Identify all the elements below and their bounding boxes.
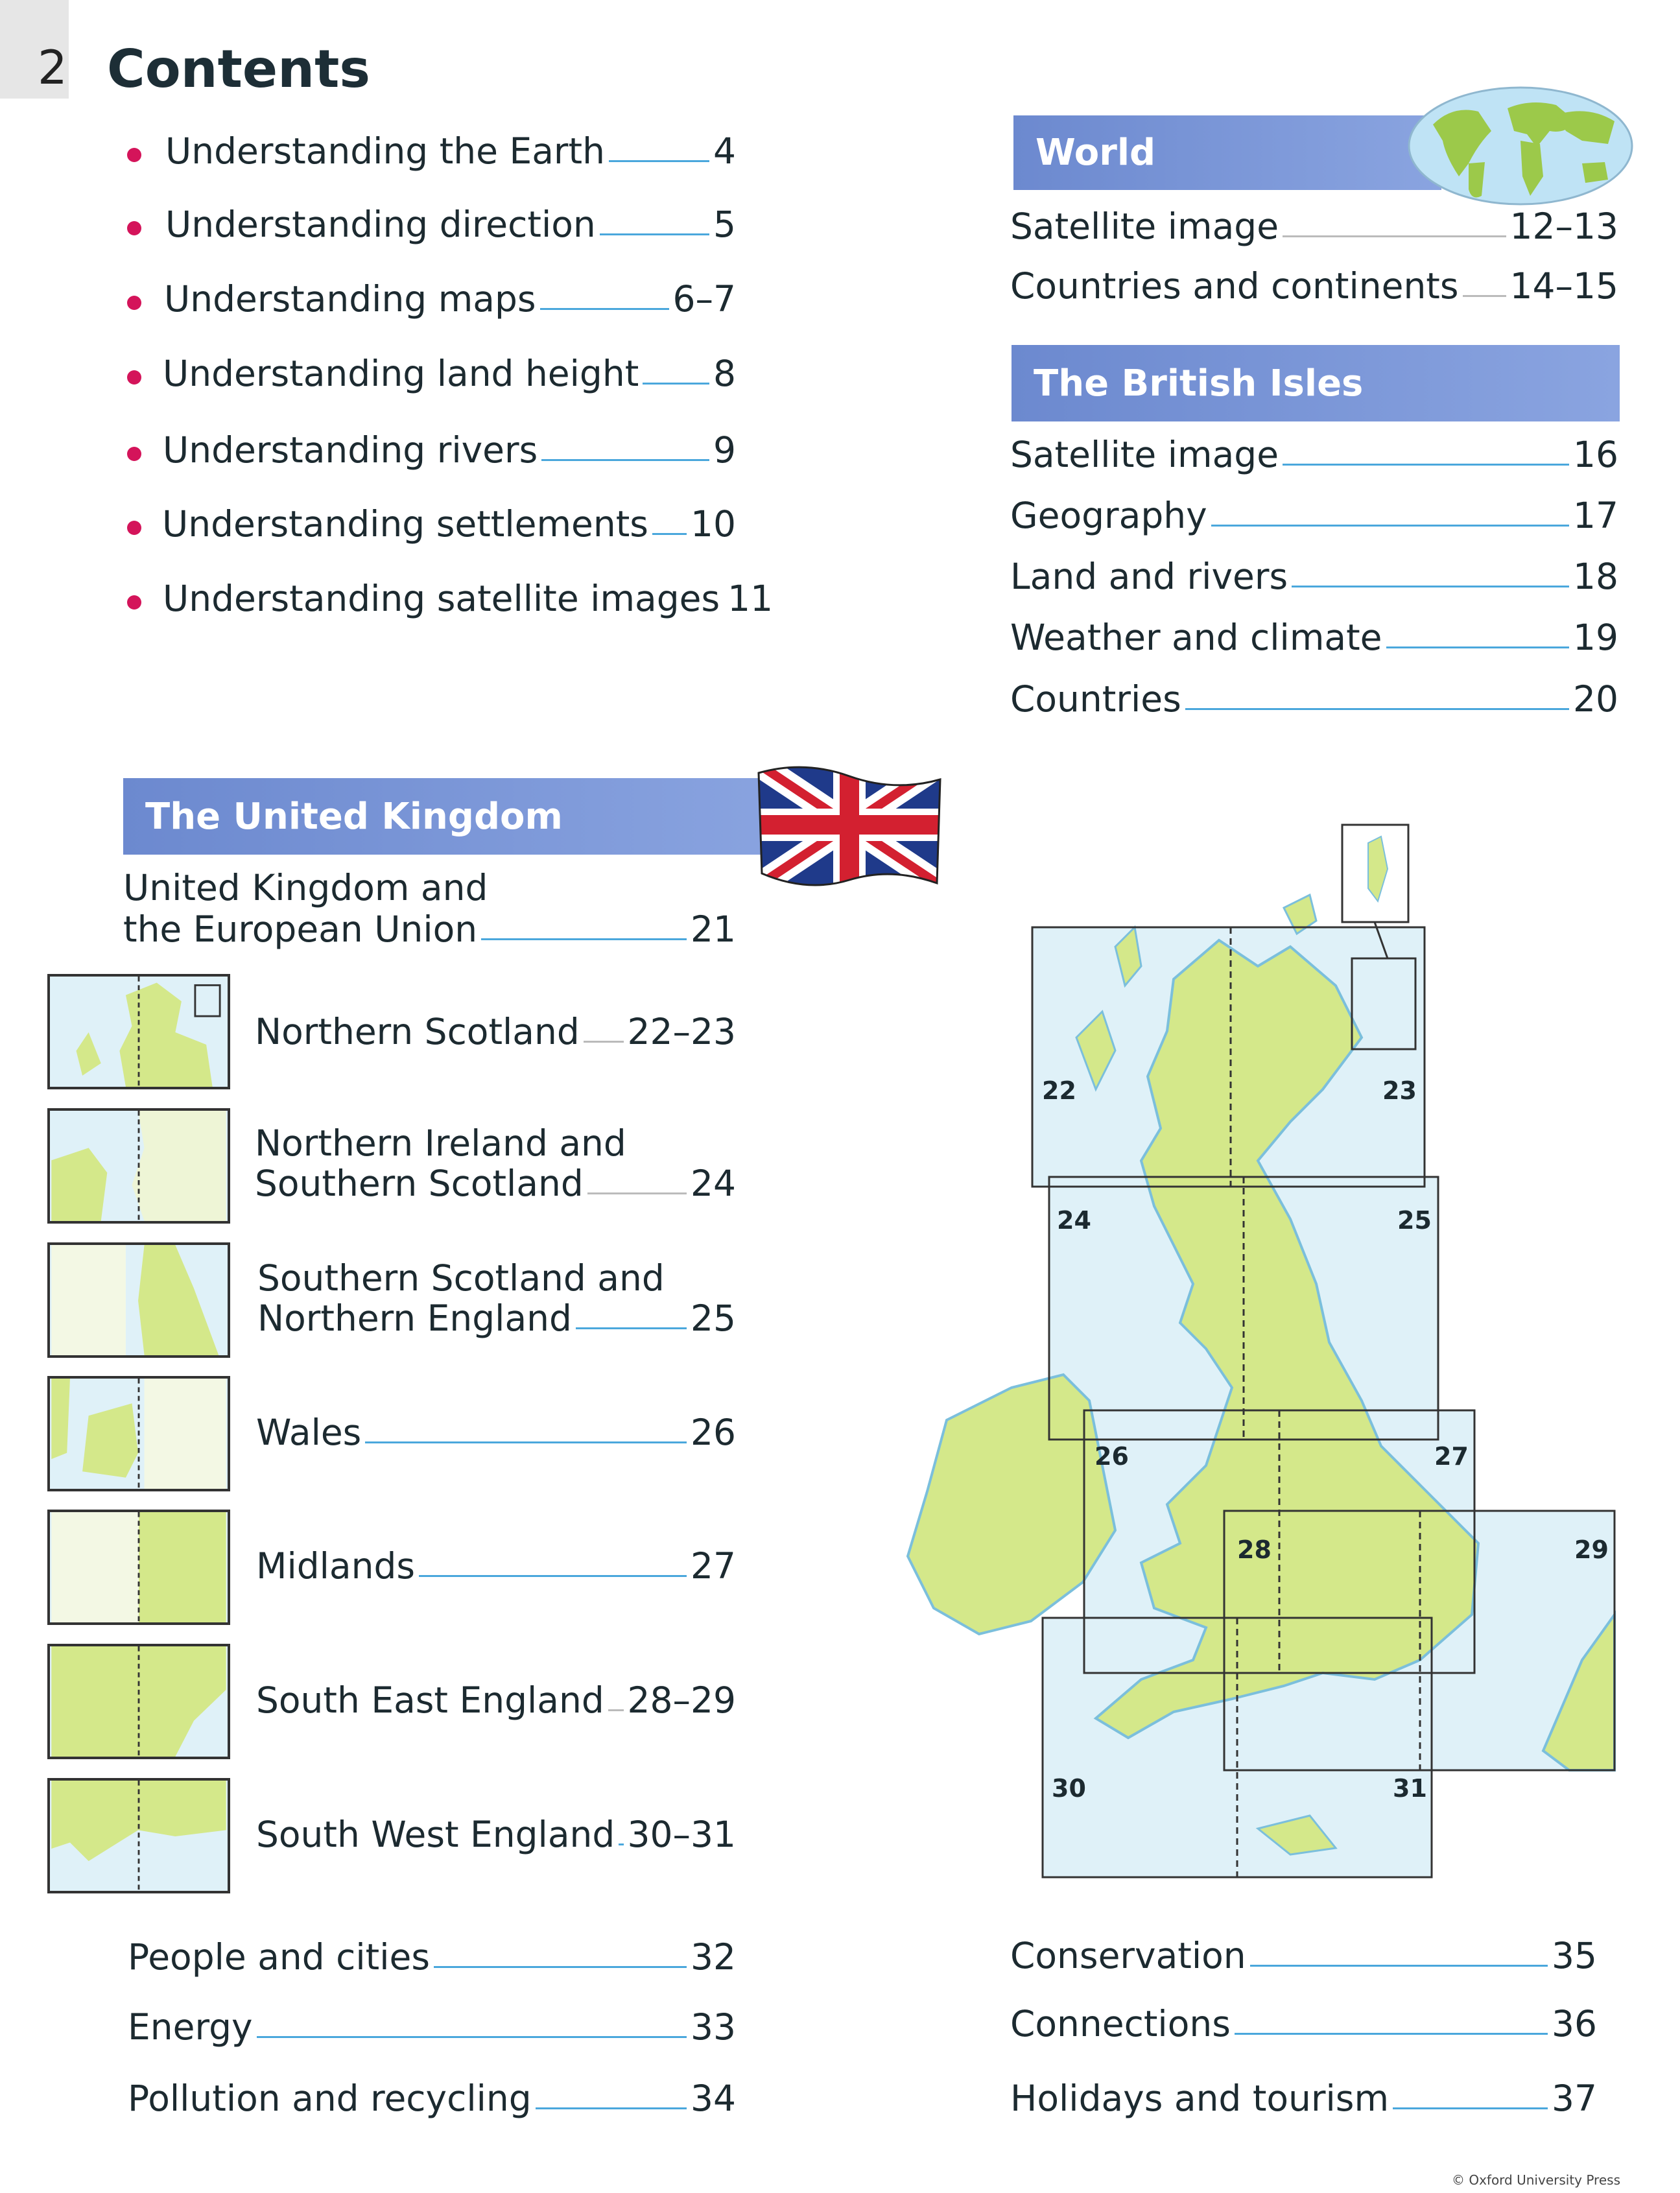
map-page-label: 24 [1057,1206,1091,1235]
toc-entry[interactable]: Weather and climate 19 [1010,617,1618,658]
bullet-icon [127,148,141,162]
bullet-icon [127,221,141,235]
south-west-england-thumbnail[interactable] [47,1778,230,1893]
region-line1: Northern Ireland and [255,1122,626,1164]
toc-entry[interactable]: Understanding direction 5 [165,204,736,245]
toc-entry[interactable]: Satellite image 12–13 [1010,206,1618,247]
toc-entry[interactable]: Conservation 35 [1010,1935,1597,1976]
toc-entry[interactable]: the European Union 21 [123,908,736,950]
toc-entry[interactable]: Understanding satellite images 11 [163,578,774,619]
northern-ireland-thumbnail[interactable] [47,1108,230,1224]
southern-scotland-thumbnail[interactable] [47,1242,230,1358]
map-page-label: 26 [1094,1442,1129,1471]
bullet-icon [127,296,141,310]
map-page-label: 31 [1393,1774,1427,1803]
toc-entry[interactable]: Countries and continents 14–15 [1010,265,1618,307]
toc-entry[interactable]: Geography 17 [1010,495,1618,536]
toc-entry[interactable]: Countries 20 [1010,678,1618,720]
toc-entry[interactable]: Pollution and recycling 34 [128,2078,736,2119]
toc-entry[interactable]: South East England 28–29 [256,1679,736,1721]
toc-entry[interactable]: Holidays and tourism 37 [1010,2078,1597,2119]
map-page-label: 28 [1237,1535,1272,1564]
bullet-icon [127,370,141,385]
world-banner: World [1013,115,1441,190]
toc-entry[interactable]: Southern Scotland 24 [255,1163,736,1204]
united-kingdom-banner: The United Kingdom [123,778,798,855]
map-page-label: 22 [1042,1076,1076,1105]
toc-entry[interactable]: Land and rivers 18 [1010,556,1618,597]
map-page-label: 27 [1434,1442,1469,1471]
page-number: 2 [38,40,67,95]
uk-intro-line1: United Kingdom and [123,867,488,908]
map-page-label: 23 [1382,1076,1417,1105]
wales-thumbnail[interactable] [47,1376,230,1491]
toc-entry[interactable]: Satellite image 16 [1010,434,1618,475]
bullet-icon [127,521,141,535]
bullet-icon [127,595,141,610]
toc-entry[interactable]: Midlands 27 [256,1545,736,1587]
toc-entry[interactable]: Wales 26 [256,1412,736,1453]
map-page-label: 30 [1052,1774,1086,1803]
page-title: Contents [107,39,370,99]
toc-entry[interactable]: Understanding maps 6–7 [164,278,736,320]
globe-icon [1407,86,1634,206]
toc-entry[interactable]: Northern Scotland 22–23 [255,1011,736,1052]
map-page-label: 25 [1397,1206,1432,1235]
toc-entry[interactable]: Understanding the Earth 4 [165,130,736,172]
bullet-icon [127,447,141,461]
british-isles-key-map [869,817,1634,1887]
toc-entry[interactable]: Northern England 25 [257,1298,736,1339]
toc-entry[interactable]: South West England 30–31 [256,1814,736,1855]
northern-scotland-thumbnail[interactable] [47,974,230,1089]
toc-entry[interactable]: Understanding land height 8 [163,353,736,394]
toc-entry[interactable]: Understanding rivers 9 [163,429,736,471]
toc-entry[interactable]: People and cities 32 [128,1936,736,1978]
south-east-england-thumbnail[interactable] [47,1644,230,1759]
map-page-label: 29 [1574,1535,1609,1564]
toc-entry[interactable]: Connections 36 [1010,2003,1597,2045]
region-line1: Southern Scotland and [257,1257,665,1299]
toc-entry[interactable]: Energy 33 [128,2006,736,2048]
british-isles-banner: The British Isles [1012,345,1620,421]
midlands-thumbnail[interactable] [47,1510,230,1625]
toc-entry[interactable]: Understanding settlements 10 [162,503,736,545]
copyright-credit: © Oxford University Press [1451,2172,1620,2188]
